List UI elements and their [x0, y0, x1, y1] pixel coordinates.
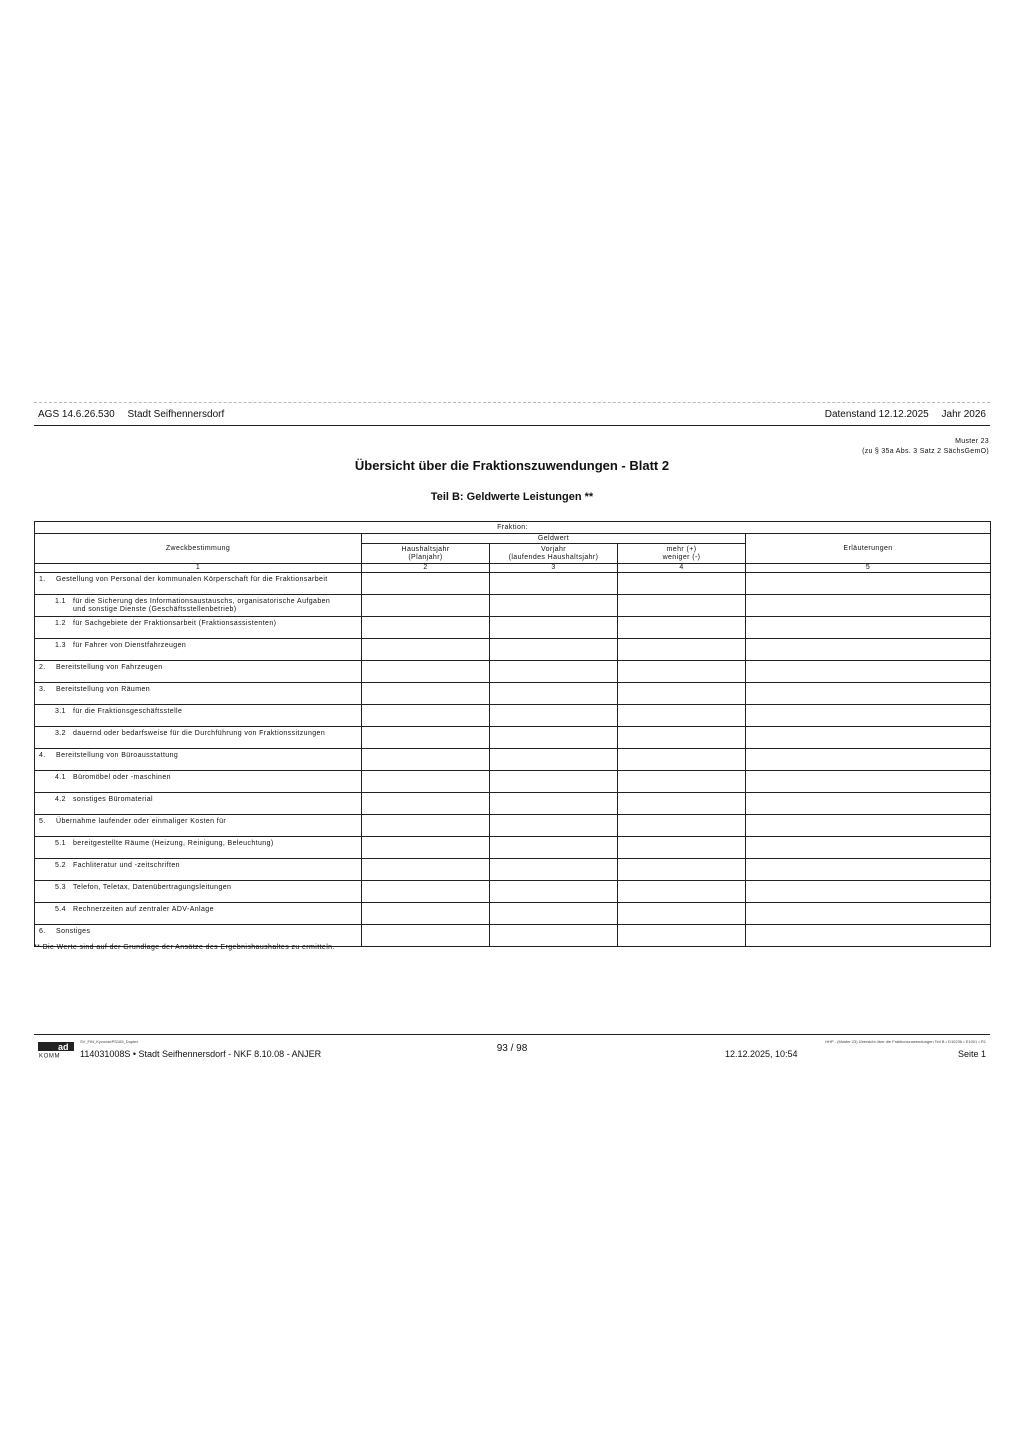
budget-year: Jahr 2026 [941, 409, 986, 420]
cell-erlaeuterungen [746, 881, 991, 903]
header-haushaltsjahr-line1: Haushaltsjahr [401, 545, 450, 553]
cell-vorjahr [490, 815, 618, 837]
cell-vorjahr [490, 639, 618, 661]
cell-difference [618, 881, 746, 903]
cell-haushaltsjahr [362, 903, 490, 925]
header-geldwert: Geldwert [362, 534, 746, 544]
cell-vorjahr [490, 903, 618, 925]
row-text: Bereitstellung von Büroausstattung [56, 752, 179, 759]
cell-erlaeuterungen [746, 595, 991, 617]
cell-erlaeuterungen [746, 903, 991, 925]
header-zweckbestimmung: Zweckbestimmung [35, 534, 362, 564]
cell-haushaltsjahr [362, 749, 490, 771]
table-row [35, 661, 991, 683]
contributions-table [34, 521, 991, 947]
table-row [35, 749, 991, 771]
column-number: 4 [618, 564, 746, 573]
cell-vorjahr [490, 859, 618, 881]
header-left [38, 409, 224, 420]
cell-erlaeuterungen [746, 683, 991, 705]
cell-vorjahr [490, 661, 618, 683]
footnote: ** Die Werte sind auf der Grundlage der Ansätze des Ergebnishaushaltes zu ermitteln. [34, 944, 335, 951]
row-number: 5.4 [55, 906, 66, 913]
form-reference [862, 437, 989, 457]
template-id: SV_FIN_KyconsePS165_Duplex [80, 1039, 139, 1044]
header-erlaeuterungen: Erläuterungen [746, 534, 991, 564]
cell-vorjahr [490, 793, 618, 815]
ags-number: AGS 14.6.26.530 [38, 409, 115, 420]
column-number: 5 [746, 564, 991, 573]
cell-vorjahr [490, 837, 618, 859]
cell-erlaeuterungen [746, 793, 991, 815]
table-row [35, 771, 991, 793]
row-label [35, 705, 362, 727]
header-right [825, 409, 986, 420]
cell-difference [618, 837, 746, 859]
row-number: 4. [39, 752, 46, 759]
row-number: 1.2 [55, 620, 66, 627]
cell-haushaltsjahr [362, 881, 490, 903]
row-label [35, 837, 362, 859]
row-number: 3.1 [55, 708, 66, 715]
row-text: dauernd oder bedarfsweise für die Durchführung von Fraktionssitzungen [73, 730, 326, 737]
fraktion-label: Fraktion: [497, 523, 528, 531]
cell-difference [618, 617, 746, 639]
row-label [35, 661, 362, 683]
row-text: Gestellung von Personal der kommunalen Körperschaft für die Fraktionsarbeit [56, 576, 328, 583]
row-number: 5.1 [55, 840, 66, 847]
row-text: Rechnerzeiten auf zentraler ADV-Anlage [73, 906, 214, 913]
row-label [35, 881, 362, 903]
row-number: 5. [39, 818, 46, 825]
cell-erlaeuterungen [746, 771, 991, 793]
top-dashed-divider [34, 402, 990, 403]
header-difference-line1: mehr (+) [666, 545, 697, 553]
table-row [35, 859, 991, 881]
cell-difference [618, 859, 746, 881]
row-label [35, 639, 362, 661]
table-body [35, 573, 991, 947]
cell-vorjahr [490, 683, 618, 705]
cell-erlaeuterungen [746, 573, 991, 595]
legal-reference: (zu § 35a Abs. 3 Satz 2 SächsGemO) [862, 448, 989, 455]
table-row [35, 903, 991, 925]
row-text: Bereitstellung von Räumen [56, 686, 151, 693]
cell-vorjahr [490, 595, 618, 617]
row-text: Sonstiges [56, 928, 91, 935]
row-label [35, 617, 362, 639]
cell-erlaeuterungen [746, 617, 991, 639]
column-number: 2 [362, 564, 490, 573]
cell-erlaeuterungen [746, 925, 991, 947]
cell-erlaeuterungen [746, 639, 991, 661]
row-number: 6. [39, 928, 46, 935]
row-number: 3. [39, 686, 46, 693]
row-text: sonstiges Büromaterial [73, 796, 153, 803]
cell-haushaltsjahr [362, 815, 490, 837]
row-text: für Sachgebiete der Fraktionsarbeit (Fraktionsassistenten) [73, 620, 277, 627]
data-status: Datenstand 12.12.2025 [824, 409, 929, 420]
cell-vorjahr [490, 573, 618, 595]
cell-haushaltsjahr [362, 771, 490, 793]
cell-haushaltsjahr [362, 925, 490, 947]
muster-label: Muster 23 [955, 438, 989, 445]
cell-erlaeuterungen [746, 705, 991, 727]
row-text: bereitgestellte Räume (Heizung, Reinigung, Beleuchtung) [73, 840, 274, 847]
row-text-continued: und sonstige Dienste (Geschäftsstellenbetrieb) [73, 606, 237, 613]
page-number: Seite 1 [957, 1049, 986, 1059]
table-row [35, 639, 991, 661]
row-text: für Fahrer von Dienstfahrzeugen [73, 642, 187, 649]
cell-difference [618, 903, 746, 925]
cell-haushaltsjahr [362, 573, 490, 595]
row-label [35, 727, 362, 749]
row-number: 4.2 [55, 796, 66, 803]
cell-haushaltsjahr [362, 793, 490, 815]
table-row [35, 683, 991, 705]
row-label [35, 793, 362, 815]
cell-haushaltsjahr [362, 683, 490, 705]
header-haushaltsjahr-line2: (Planjahr) [408, 553, 443, 561]
table-row [35, 837, 991, 859]
cell-vorjahr [490, 771, 618, 793]
column-number: 3 [490, 564, 618, 573]
table-row [35, 595, 991, 617]
cell-haushaltsjahr [362, 859, 490, 881]
header-difference [618, 544, 746, 564]
row-text: für die Fraktionsgeschäftsstelle [73, 708, 183, 715]
page-counter: 93 / 98 [496, 1043, 528, 1054]
cell-vorjahr [490, 705, 618, 727]
page-subtitle: Teil B: Geldwerte Leistungen ** [430, 491, 594, 503]
row-text: Fachliteratur und -zeitschriften [73, 862, 180, 869]
cell-erlaeuterungen [746, 661, 991, 683]
row-number: 1.3 [55, 642, 66, 649]
cell-haushaltsjahr [362, 727, 490, 749]
document-line: 114031008S • Stadt Seifhennersdorf - NKF 8.10.08 - ANJER [80, 1049, 322, 1059]
cell-difference [618, 705, 746, 727]
footer-rule [34, 1034, 990, 1035]
cell-difference [618, 925, 746, 947]
cell-haushaltsjahr [362, 617, 490, 639]
row-label [35, 749, 362, 771]
cell-vorjahr [490, 881, 618, 903]
row-number: 3.2 [55, 730, 66, 737]
header-vorjahr [490, 544, 618, 564]
cell-difference [618, 815, 746, 837]
row-number: 2. [39, 664, 46, 671]
row-number: 5.2 [55, 862, 66, 869]
print-timestamp: 12.12.2025, 10:54 [725, 1049, 798, 1059]
row-number: 4.1 [55, 774, 66, 781]
cell-erlaeuterungen [746, 859, 991, 881]
row-label [35, 815, 362, 837]
row-label [35, 903, 362, 925]
cell-erlaeuterungen [746, 749, 991, 771]
cell-haushaltsjahr [362, 837, 490, 859]
row-number: 1.1 [55, 598, 66, 605]
row-label [35, 573, 362, 595]
cell-haushaltsjahr [362, 639, 490, 661]
table-row [35, 573, 991, 595]
cell-haushaltsjahr [362, 705, 490, 727]
table-row [35, 793, 991, 815]
cell-difference [618, 661, 746, 683]
table-row [35, 727, 991, 749]
header-vorjahr-line1: Vorjahr [541, 545, 566, 553]
report-info: HHP - (Muster 23) Übersicht über die Fraktionszuwendungen Teil B • D10236 • E1001 • R1 [825, 1039, 986, 1044]
table-row [35, 881, 991, 903]
table-row [35, 815, 991, 837]
cell-difference [618, 727, 746, 749]
row-label [35, 595, 362, 617]
cell-vorjahr [490, 617, 618, 639]
page-title: Übersicht über die Fraktionszuwendungen - Blatt 2 [354, 458, 670, 473]
cell-difference [618, 573, 746, 595]
table-row [35, 617, 991, 639]
row-text: Übernahme laufender oder einmaliger Kosten für [56, 818, 227, 825]
cell-difference [618, 793, 746, 815]
svg-text:KOMM: KOMM [39, 1053, 61, 1058]
header-rule [34, 425, 990, 426]
cell-vorjahr [490, 727, 618, 749]
cell-difference [618, 771, 746, 793]
municipality-name: Stadt Seifhennersdorf [127, 409, 225, 420]
cell-difference [618, 749, 746, 771]
row-number: 1. [39, 576, 46, 583]
cell-haushaltsjahr [362, 595, 490, 617]
column-number: 1 [35, 564, 362, 573]
table-row [35, 705, 991, 727]
row-label [35, 859, 362, 881]
row-label [35, 771, 362, 793]
header-vorjahr-line2: (laufendes Haushaltsjahr) [508, 553, 599, 561]
row-label [35, 683, 362, 705]
fraktion-cell [35, 522, 991, 534]
row-text: Büromöbel oder -maschinen [73, 774, 171, 781]
header-difference-line2: weniger (-) [662, 553, 701, 561]
svg-text:ad: ad [58, 1042, 69, 1052]
row-text: für die Sicherung des Informationsaustauschs, organisatorische Aufgaben [73, 598, 331, 605]
cell-erlaeuterungen [746, 815, 991, 837]
row-text: Bereitstellung von Fahrzeugen [56, 664, 163, 671]
cell-vorjahr [490, 925, 618, 947]
cell-difference [618, 595, 746, 617]
row-text: Telefon, Teletax, Datenübertragungsleitungen [73, 884, 232, 891]
cell-haushaltsjahr [362, 661, 490, 683]
row-number: 5.3 [55, 884, 66, 891]
cell-difference [618, 683, 746, 705]
cell-vorjahr [490, 749, 618, 771]
cell-erlaeuterungen [746, 837, 991, 859]
cell-difference [618, 639, 746, 661]
header-haushaltsjahr [362, 544, 490, 564]
cell-erlaeuterungen [746, 727, 991, 749]
